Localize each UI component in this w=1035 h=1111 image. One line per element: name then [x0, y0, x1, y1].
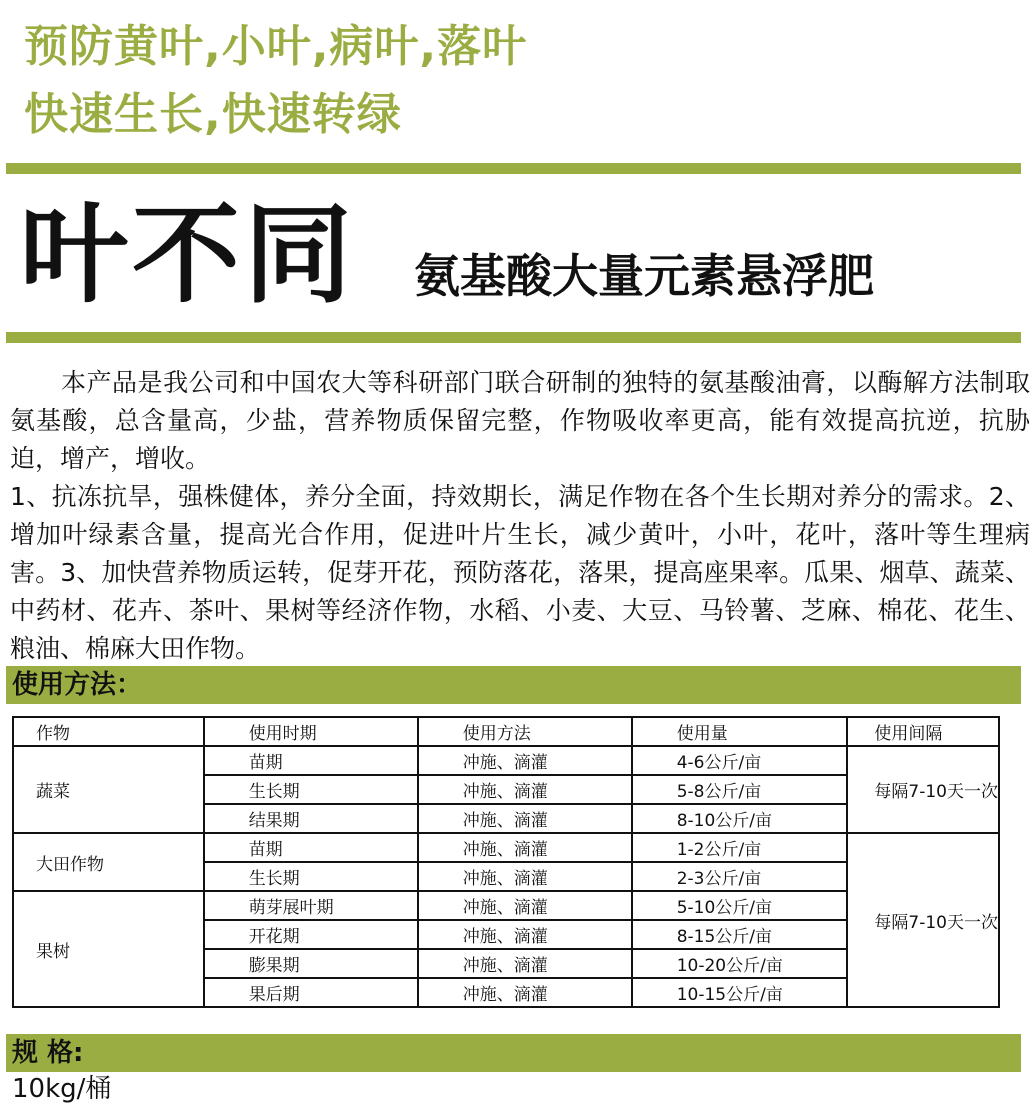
crop-cell: 大田作物: [13, 833, 204, 891]
brand-name: 叶不同: [20, 193, 357, 318]
product-type: 氨基酸大量元素悬浮肥: [414, 249, 874, 303]
dosage-cell: 5-8公斤/亩: [632, 775, 848, 804]
period-cell: 结果期: [204, 804, 418, 833]
dosage-cell: 8-10公斤/亩: [632, 804, 848, 833]
method-cell: 冲施、滴灌: [418, 920, 632, 949]
description-features: 1、抗冻抗旱，强株健体，养分全面，持效期长，满足作物在各个生长期对养分的需求。2、增加叶绿素含量，提高光合作用，促进叶片生长，减少黄叶，小叶，花叶，落叶等生理病害。3、加快营养物质运转，促芽开花，预防落花，落果，提高座果率。瓜果、烟草、蔬菜、中药材、花卉、茶叶、果树等经济作物，水稻、小麦、大豆、马铃薯、芝麻、棉花、花生、粮油、棉麻大田作物。: [10, 482, 1030, 663]
crop-cell: 果树: [13, 891, 204, 1007]
column-header: 使用量: [632, 717, 848, 746]
dosage-cell: 5-10公斤/亩: [632, 891, 848, 920]
period-cell: 生长期: [204, 775, 418, 804]
dosage-cell: 2-3公斤/亩: [632, 862, 848, 891]
table-row: [13, 833, 999, 862]
period-cell: 苗期: [204, 746, 418, 775]
dosage-cell: 4-6公斤/亩: [632, 746, 848, 775]
method-cell: 冲施、滴灌: [418, 833, 632, 862]
interval-cell: 每隔7-10天一次: [847, 833, 999, 1007]
method-cell: 冲施、滴灌: [418, 804, 632, 833]
period-cell: 生长期: [204, 862, 418, 891]
usage-heading: 使用方法：: [6, 666, 1021, 704]
dosage-cell: 10-15公斤/亩: [632, 978, 848, 1007]
period-cell: 苗期: [204, 833, 418, 862]
method-cell: 冲施、滴灌: [418, 775, 632, 804]
description-intro: 本产品是我公司和中国农大等科研部门联合研制的独特的氨基酸油膏，以酶解方法制取氨基酸，总含量高，少盐，营养物质保留完整，作物吸收率更高，能有效提高抗逆，抗胁迫，增产，增收。: [10, 368, 1030, 473]
period-cell: 膨果期: [204, 949, 418, 978]
dosage-cell: 8-15公斤/亩: [632, 920, 848, 949]
divider-bottom: [6, 332, 1021, 343]
divider-top: [6, 163, 1021, 174]
table-header-row: [13, 717, 999, 746]
period-cell: 萌芽展叶期: [204, 891, 418, 920]
spec-value: 10kg/桶: [12, 1074, 112, 1104]
column-header: 使用间隔: [847, 717, 999, 746]
product-description: [10, 364, 1030, 668]
column-header: 作物: [13, 717, 204, 746]
method-cell: 冲施、滴灌: [418, 891, 632, 920]
method-cell: 冲施、滴灌: [418, 746, 632, 775]
dosage-cell: 1-2公斤/亩: [632, 833, 848, 862]
interval-cell: 每隔7-10天一次: [847, 746, 999, 833]
method-cell: 冲施、滴灌: [418, 978, 632, 1007]
column-header: 使用方法: [418, 717, 632, 746]
slogan-line-2: 快速生长,快速转绿: [24, 89, 402, 140]
method-cell: 冲施、滴灌: [418, 949, 632, 978]
period-cell: 果后期: [204, 978, 418, 1007]
usage-table: [12, 716, 1000, 1008]
method-cell: 冲施、滴灌: [418, 862, 632, 891]
period-cell: 开花期: [204, 920, 418, 949]
slogan-line-1: 预防黄叶,小叶,病叶,落叶: [24, 21, 528, 72]
spec-heading: 规 格:: [6, 1034, 1021, 1072]
table-row: [13, 746, 999, 775]
column-header: 使用时期: [204, 717, 418, 746]
crop-cell: 蔬菜: [13, 746, 204, 833]
dosage-cell: 10-20公斤/亩: [632, 949, 848, 978]
